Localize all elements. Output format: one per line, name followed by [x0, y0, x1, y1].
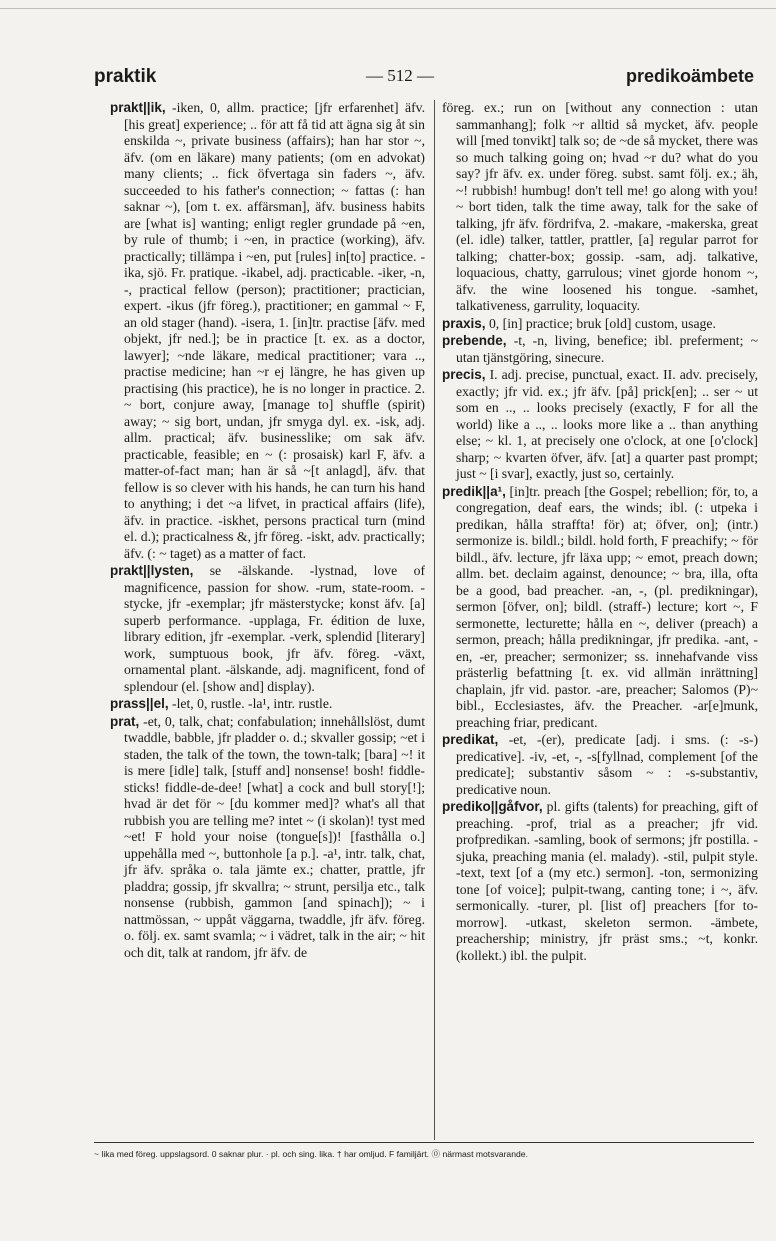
dictionary-entry [442, 799, 758, 964]
header-first-word: praktik [94, 66, 157, 87]
entry-headword: praxis, [442, 315, 486, 331]
entry-definition: [in]tr. preach [the Gospel; rebellion; för, to, a congregation, deaf ears, the winds; ibl. (: utpeka i predikan, hålla straffta! för) at; öfver, on]; (intr.) sermonize is. bildl.; bildl. hold forth, F preachify; ~ för bildl., äfv. lecture, jfr läxa upp; ~ emot, preach down; allm. bet. declaim against, denounce; ~ bra, illa, ofta be a good, bad preacher. -an, -, (pl. predikningar), sermon [öfver, on]; bildl. (straff-) lecture; kort ~, F sermonette, lecturette; hålla en ~, deliver (preach) a sermon, preach; hålla predikningar, jfr predika. -ant, -en, -er, preacher; sermonizer; ss. innehafvande viss prästerlig befattning [t. ex. vid allmän inrättning] chaplain, jfr vid. pastor. -are, preacher; Salomos (P)~ bibl., Ecclesiastes, äfv. the Preacher. -ar[e]munk, preaching friar, predicant. [456, 483, 758, 730]
entry-headword: prebende, [442, 333, 507, 348]
entry-headword: prakt||lysten, [110, 563, 194, 578]
left-column [110, 100, 425, 1140]
right-column [442, 100, 758, 1140]
entry-headword: prat, [110, 713, 140, 729]
entry-definition: -et, 0, talk, chat; confabulation; innehållslöst, dumt twaddle, babble, jfr pladder o. d.; skvaller gossip; ~et i staden, the talk of the town, the town-talk; [bara] ~! it is mere [idle] talk, [stuff and] nonsense! bosh! fiddle-sticks! fiddle-de-dee! [what] a cock and bull story[!]; hvad är det för ~ [du kommer med]? what's all that rubbish you are telling me? intet ~ (i skolan)! tyst med ~et! F hold your noise (tongue[s])! [fasthålla o.] uppehålla med ~, buttonhole [a p.]. -a¹, intr. talk, chat, jfr äfv. språka o. tala jämte ex.; chatter, prattle, jfr pladdra; gossip, jfr skvallra; ~ strunt, persilja etc., talk nonsense (rubbish, gammon [and spinach]); ~ i nattmössan, ~ uppåt väggarna, twaddle, jfr äfv. föreg. o. följ. ex. samt svamla; ~ i vädret, talk in the air; ~ hit och dit, talk at random, jfr äfv. de [124, 713, 425, 960]
entry-headword: precis, [442, 367, 486, 382]
dictionary-entry [442, 100, 758, 315]
dictionary-entry [110, 100, 425, 562]
dictionary-entry [110, 563, 425, 695]
dictionary-entry [442, 484, 758, 732]
entry-headword: prediko||gåfvor, [442, 799, 543, 814]
entry-headword: predikat, [442, 732, 499, 747]
page-number: — 512 — [366, 66, 434, 85]
dictionary-entry [442, 316, 758, 333]
entry-definition: föreg. ex.; run on [without any connection : utan sammanhang]; folk ~r alltid så mycket, äfv. people will [med tonvikt] talk so; de ~de så mycket, there was so much talking going on; hvad ~r du? what do you say? jfr äfv. ex. under föreg. subst. samt följ. ex.; äh, ~! rubbish! humbug! don't tell me! go along with you! ~ bort tiden, talk the time away, talk for the sake of talking, jfr äfv. fördrifva, 2. -makare, -makerska, great (el. idle) talker, tattler, prattler, [a] regular parrot for talking; chatter-box; gossip. -sam, adj. talkative, loquacious, chatty, garrulous; vinet gjorde honom ~, äfv. the wine loosened his tongue. -samhet, talkativeness, garrulity, loquacity. [442, 100, 758, 313]
entry-definition: se -älskande. -lystnad, love of magnificence, passion for show. -rum, state-room. -stycke, jfr -exemplar; jfr mästerstycke; konst äfv. [a] superb performance. -upplaga, Fr. édition de luxe, library edition, jfr -exemplar. -verk, splendid [literary] work, sumptuous book, jfr äfv. föreg. -växt, ornamental plant. -älskande, adj. magnificent, fond of splendour (el. [show and] display). [124, 563, 425, 694]
page-header [94, 66, 754, 92]
entry-headword: predik||a¹, [442, 483, 506, 499]
entry-headword: prakt||ik, [110, 100, 166, 115]
dictionary-entry [442, 367, 758, 483]
dictionary-entry [442, 333, 758, 366]
entry-definition: -et, -(er), predicate [adj. i sms. (: -s-) predicative]. -iv, -et, -, -s[fyllnad, complement [of the predicate]; substantiv såsom ~ : -s-substantiv, predicative noun. [456, 732, 758, 797]
entry-headword: prass||el, [110, 696, 169, 711]
entry-definition: -iken, 0, allm. practice; [jfr erfarenhet] äfv. [his great] experience; .. för att få tid att ägna sig åt sin enskilda ~, private business (affairs); han har stor ~, äfv. (om en läkare) many patients; (om en advokat) many clients; .. fick öfvertaga sin faders ~, äfv. succeeded to his father's connection; ~ fattas (: han saknar ~), [om t. ex. affärsman], äfv. business habits are [what is] wanting; enligt regler grundade på ~en, by rule of thumb; i ~en, in practice (working), äfv. practically; tillämpa i ~en, put [rules] in[to] practice. -ika, sjö. Fr. pratique. -ikabel, adj. practicable. -iker, -n, -, practical fellow (person); practitioner; practician, expert. -ikus (jfr föreg.), practitioner; en gammal ~ F, an old stager (hand). -isera, 1. [in]tr. practise [äfv. med objekt, jfr ned.]; be in practice [t. ex. as a doctor, lawyer]; ~nde läkare, medical practitioner; vara .., practise medicine; han ~r ej längre, he has given up practising (his practice), he is no longer in practice. 2. ~ bort, conjure away, [manage to] shuffle (spirit) away; ~ sig bort, undan, jfr smyga dyl. ex. -isk, adj. allm. practical; äfv. businesslike; om sak äfv. practicable, feasible; en ~ (: prosaisk) karl F, äfv. a matter-of-fact man; han är så ~[t anlagd], äfv. that fellow is so clever with his hands, he can turn his hand to anything; i det ~a lifvet, in practical affairs (life), äfv. in practice. -iskhet, persons practical turn (mind el. d.); practicalness &, jfr föreg. -iskt, adv. practically; äfv. (: ~ taget) as a matter of fact. [124, 100, 425, 561]
abbreviation-footnote: ~ lika med föreg. uppslagsord. 0 saknar plur. · pl. och sing. lika. † har omljud. F familjärt. ⓪ närmast motsvarande. [94, 1149, 528, 1159]
header-last-word: predikoämbete [625, 66, 754, 86]
dictionary-entry [442, 732, 758, 798]
entry-definition: I. adj. precise, punctual, exact. II. adv. precisely, exactly; jfr vid. ex.; jfr äfv. [på] prick[en]; .. ser ~ ut som en .., .. looks precisely (exactly, F for all the world) like a .., .. looks more like a .. than anything else; ~ kl. 1, at precisely one o'clock, at one [o'clock] sharp; ~ kvarten öfver, äfv. [at] a quarter past prompt; just ~ [i svar], exactly, just so, certainly. [456, 367, 758, 481]
column-divider [434, 100, 435, 1140]
dictionary-entry [110, 714, 425, 962]
entry-definition: 0, [in] practice; bruk [old] custom, usage. [488, 315, 716, 331]
top-rule [0, 8, 776, 9]
entry-definition: -t, -n, living, benefice; ibl. preferment; ~ utan tjänstgöring, sinecure. [456, 333, 758, 365]
entry-definition: -let, 0, rustle. -la¹, intr. rustle. [172, 696, 333, 711]
footnote-rule [94, 1142, 754, 1143]
dictionary-entry [110, 696, 425, 713]
entry-definition: pl. gifts (talents) for preaching, gift of preaching. -prof, trial as a preacher; jfr vid. profpredikan. -samling, book of sermons; jfr postilla. -sjuka, preaching mania (el. malady). -stil, pulpit style. -text, text [of a (my etc.) sermon]. -ton, sermonizing tone [of voice]; pulpit-twang, canting tone; i ~, äfv. sermonically. -turer, pl. [list of] preachers [for to-morrow]. -utkast, skeleton sermon. -ämbete, preachership; ministry, jfr präst sms.; ~t, konkr. (kollekt.) ibl. the pulpit. [456, 799, 758, 963]
